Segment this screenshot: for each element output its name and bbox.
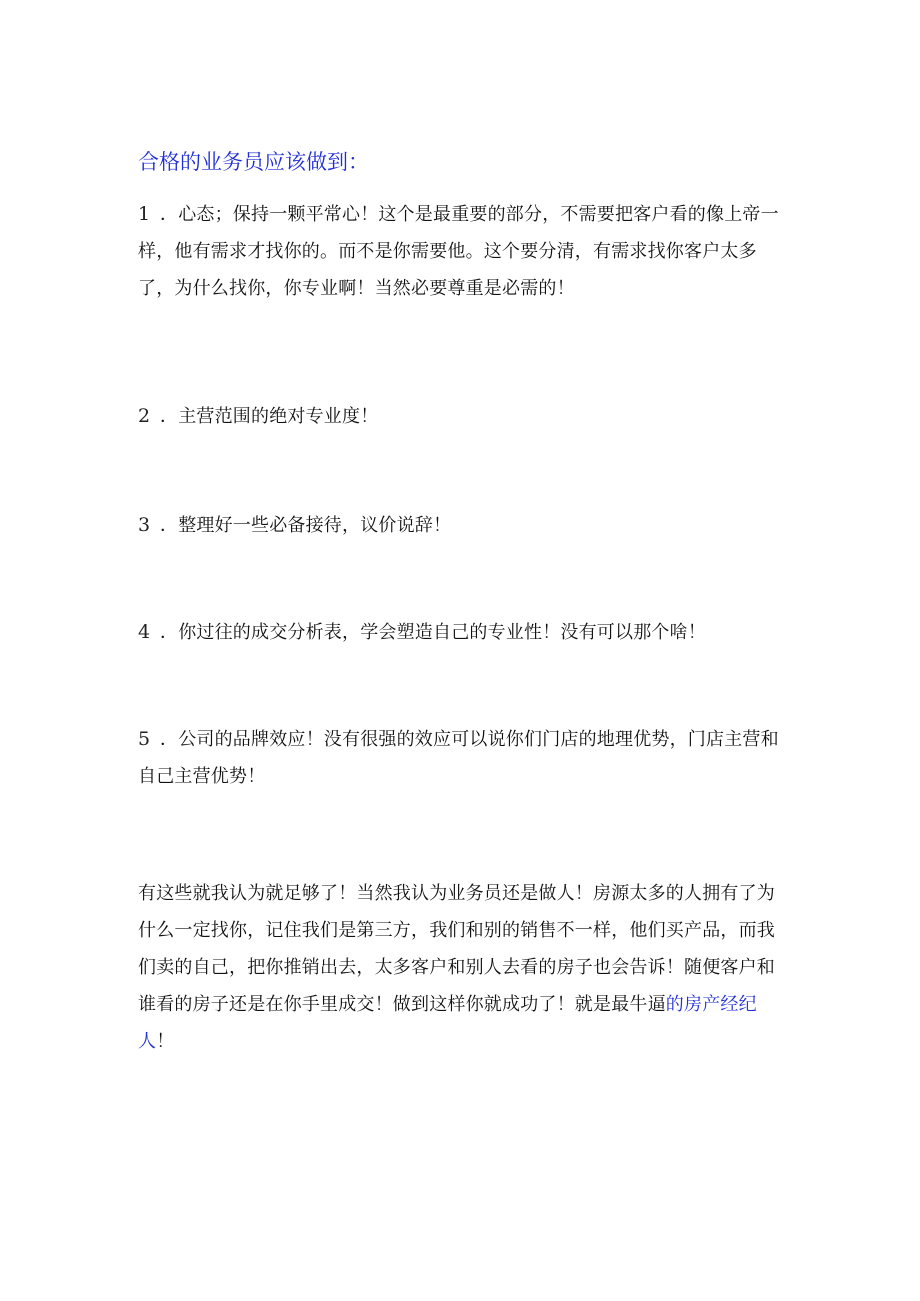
item-number: 3 — [138, 514, 151, 536]
item-text: ．主营范围的绝对专业度！ — [160, 406, 379, 427]
closing-text: 有这些就我认为就足够了！当然我认为业务员还是做人！房源太多的人拥有了为什么一定找你，记住我们是第三方，我们和别的销售不一样，他们买产品，而我们卖的自己，把你推销出去，太多客户和别人去看的房子也会告诉！随便客户和谁看的房子还是在你手里成交！做到这样你就成功了！就是最牛逼 — [138, 883, 775, 1015]
list-item — [138, 398, 788, 435]
page-title: 合格的业务员应该做到： — [138, 150, 369, 174]
item-number: 4 — [138, 621, 151, 643]
item-number: 2 — [138, 405, 151, 427]
item-text: ．你过往的成交分析表，学会塑造自己的专业性！没有可以那个啥！ — [160, 622, 706, 643]
list-item — [138, 196, 788, 307]
item-text: ．心态；保持一颗平常心！这个是最重要的部分，不需要把客户看的像上帝一样，他有需求才找你的。而不是你需要他。这个要分清，有需求找你客户太多了，为什么找你，你专业啊！当然必要尊重是必需的！ — [138, 204, 779, 299]
list-item — [138, 614, 788, 651]
item-text: ．公司的品牌效应！没有很强的效应可以说你们门店的地理优势，门店主营和自己主营优势！ — [138, 729, 779, 787]
list-item — [138, 721, 788, 795]
item-number: 5 — [138, 728, 151, 750]
item-number: 1 — [138, 203, 151, 225]
list-item — [138, 507, 788, 544]
closing-end: ！ — [156, 1031, 175, 1052]
highlighted-phrase: 的房产经纪人 — [138, 994, 757, 1052]
closing-paragraph — [138, 875, 788, 1060]
item-text: ．整理好一些必备接待，议价说辞！ — [160, 515, 452, 536]
